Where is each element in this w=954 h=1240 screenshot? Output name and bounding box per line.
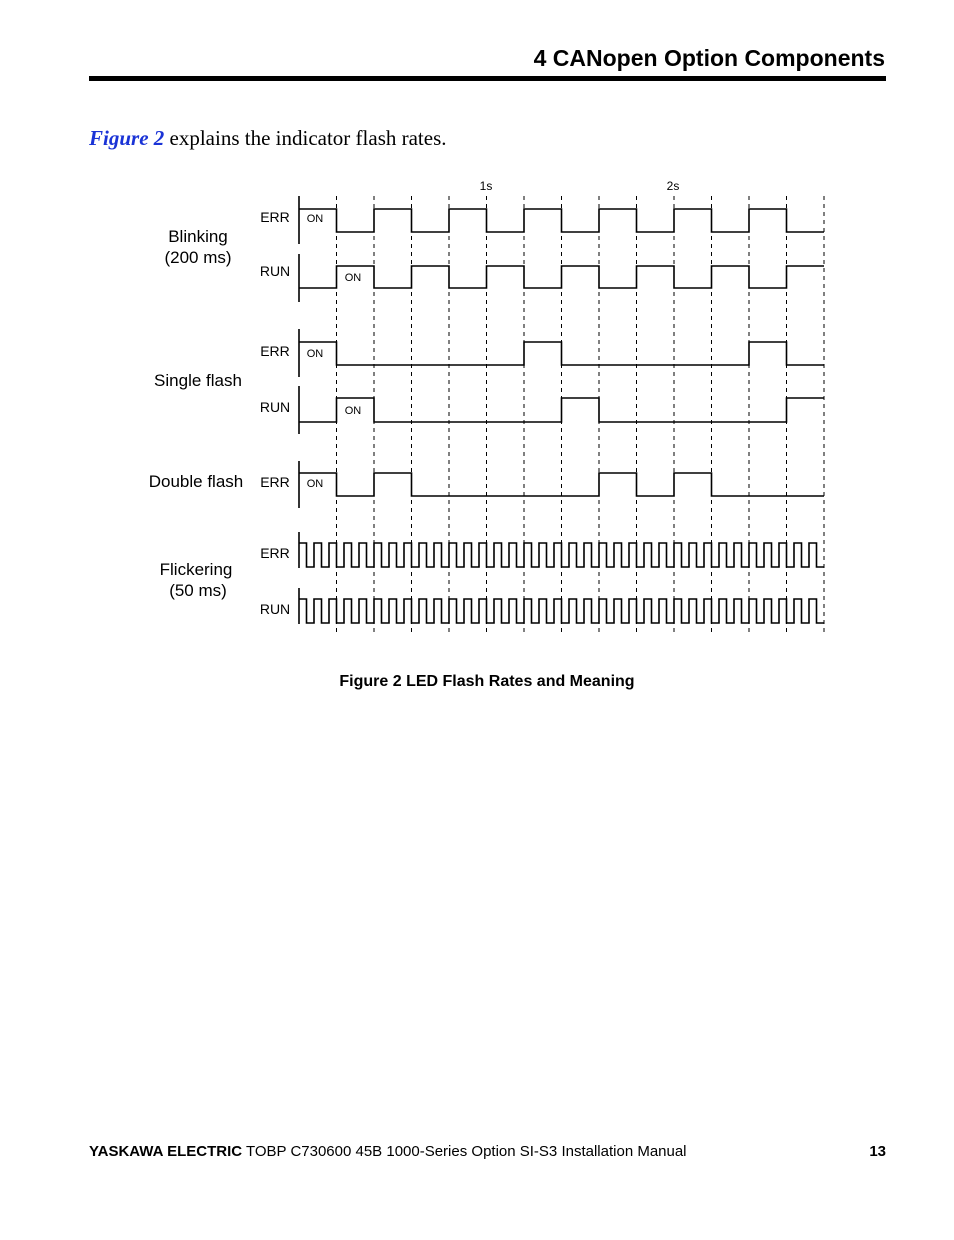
signal-label-run: RUN: [259, 399, 291, 415]
intro-text: explains the indicator flash rates.: [164, 126, 447, 150]
time-gridlines: [337, 196, 825, 636]
signal-label-run: RUN: [259, 263, 291, 279]
group-label-single-flash: Single flash: [154, 371, 242, 390]
on-label: ON: [306, 348, 324, 360]
signal-label-err: ERR: [260, 545, 290, 561]
signal-waveform: [299, 398, 824, 422]
footer-brand: YASKAWA ELECTRIC: [89, 1143, 243, 1160]
signal-label-err: ERR: [260, 209, 290, 225]
signal-waveform: [299, 266, 824, 288]
signal-waveform: [299, 342, 824, 365]
footer-document-title: TOBP C730600 45B 1000-Series Option SI-S3 Installation Manual: [242, 1143, 687, 1160]
page-title: 4 CANopen Option Components: [533, 45, 885, 71]
signal-label-err: ERR: [260, 474, 290, 490]
signal-waveform: [299, 599, 824, 623]
page-number: 13: [869, 1143, 886, 1160]
on-label: ON: [306, 478, 324, 490]
on-label: ON: [344, 272, 362, 284]
group-label-blinking-rate: (200 ms): [164, 248, 232, 267]
figure-link[interactable]: Figure 2: [89, 126, 165, 150]
figure-caption: Figure 2 LED Flash Rates and Meaning: [339, 673, 635, 690]
on-label: ON: [306, 213, 324, 225]
group-label-flickering: Flickering: [159, 560, 233, 579]
signal-label-run: RUN: [259, 601, 291, 617]
signal-label-err: ERR: [260, 343, 290, 359]
group-label-double-flash: Double flash: [148, 472, 244, 491]
time-marker-2s: 2s: [666, 179, 680, 193]
group-label-blinking: Blinking: [168, 227, 228, 246]
signal-waveform: [299, 209, 824, 232]
time-marker-1s: 1s: [479, 179, 493, 193]
group-label-flickering-rate: (50 ms): [169, 581, 227, 600]
on-label: ON: [344, 405, 362, 417]
signal-waveform: [299, 543, 824, 567]
page-footer: [89, 1142, 886, 1162]
